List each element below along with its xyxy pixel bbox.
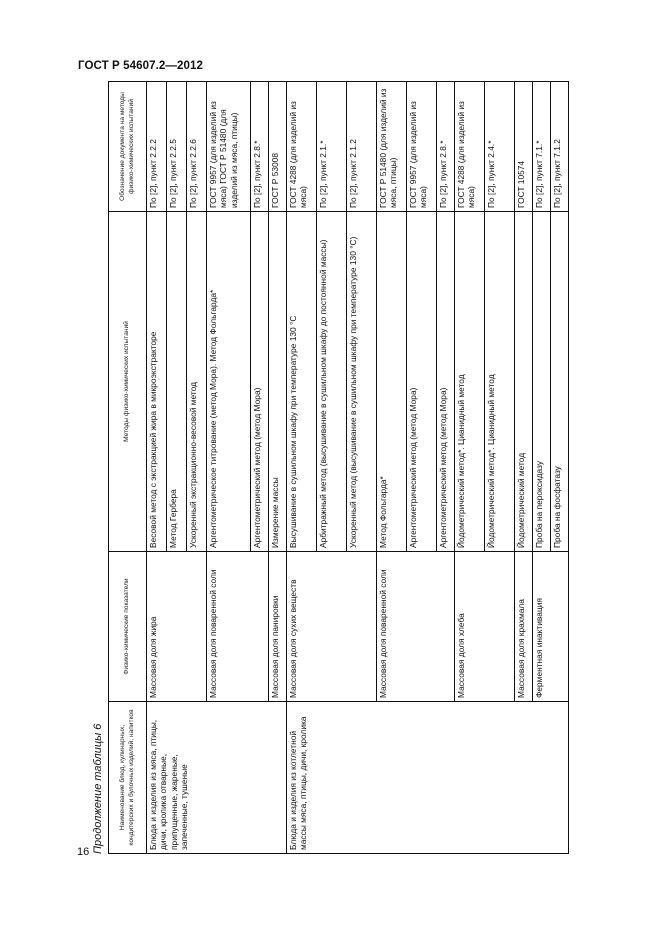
dish-cell: Блюда и изделия из мяса, птицы, дичи, кролика отварные, припущенные, жареные, запеченные, тушеные	[147, 702, 287, 854]
method-cell: Ускоренный метод (высушивание в сушильном шкафу при температуре 130 °С)	[347, 212, 377, 552]
rotated-table-region	[92, 82, 592, 854]
method-cell: Аргентометрический метод (метод Мора)	[251, 212, 269, 552]
document-header: ГОСТ Р 54607.2—2012	[78, 60, 203, 72]
indicator-cell: Массовая доля панировки	[269, 552, 287, 702]
page-number: 16	[77, 846, 90, 858]
doc-cell: ГОСТ 4288 (для изделий из мяса)	[287, 82, 317, 212]
doc-cell: ГОСТ 4288 (для изделий из мяса)	[455, 82, 485, 212]
doc-cell: ГОСТ 9957 (для изделий из мяса)	[407, 82, 437, 212]
table-caption: Продолжение таблицы 6	[92, 723, 104, 854]
header-method: Методы физико-химических испытаний	[109, 212, 147, 552]
doc-cell: По [2], пункт 2.8.*	[251, 82, 269, 212]
doc-cell: По [2], пункт 7.1.2	[551, 82, 569, 212]
method-cell: Высушивание в сушильном шкафу при температуре 130 °С	[287, 212, 317, 552]
methods-table	[108, 81, 569, 854]
indicator-cell: Массовая доля сухих веществ	[287, 552, 377, 702]
indicator-cell: Массовая доля поваренной соли	[377, 552, 455, 702]
doc-cell: По [2], пункт 2.8.*	[437, 82, 455, 212]
header-doc: Обозначение документа на методы физико-химических испытаний	[109, 82, 147, 212]
table-row	[147, 82, 167, 854]
doc-cell: ГОСТ 10574	[515, 82, 533, 212]
doc-cell: По [2], пункт 2.2.6	[187, 82, 207, 212]
doc-cell: По [2], пункт 7.1.*	[533, 82, 551, 212]
indicator-cell: Массовая доля крахмала	[515, 552, 533, 702]
header-dish: Наименование блюд, кулинарных, кондитерских и булочных изделий, напитков	[109, 702, 147, 854]
doc-cell: По [2], пункт 2.4.*	[485, 82, 515, 212]
indicator-cell: Массовая доля хлеба	[455, 552, 515, 702]
method-cell: Весовой метод с экстракцией жира в микроэкстракторе	[147, 212, 167, 552]
doc-cell: По [2], пункт 2.2.5	[167, 82, 187, 212]
header-indicator: Физико-химические показатели	[109, 552, 147, 702]
doc-cell: По [2], пункт 2.1.2	[347, 82, 377, 212]
method-cell: Аргентометрический метод (метод Мора)	[437, 212, 455, 552]
method-cell: Аргентометрическое титрование (метод Мора). Метод Фольгарда*	[207, 212, 251, 552]
method-cell: Метод Гербера	[167, 212, 187, 552]
table-header-row	[109, 82, 147, 854]
method-cell: Измерение массы	[269, 212, 287, 552]
method-cell: Йодометрический метод*. Цианидный метод	[485, 212, 515, 552]
method-cell: Метод Фольгарда*	[377, 212, 407, 552]
dish-cell: Блюда и изделия из котлетной массы мяса, птицы, дичи, кролика	[287, 702, 569, 854]
indicator-cell: Ферментная инактивация	[533, 552, 569, 702]
method-cell: Проба на пероксидазу	[533, 212, 551, 552]
indicator-cell: Массовая доля поваренной соли	[207, 552, 269, 702]
method-cell: Арбитражный метод (высушивание в сушильном шкафу до постоянной массы)	[317, 212, 347, 552]
method-cell: Аргентометрический метод (метод Мора)	[407, 212, 437, 552]
table-row	[287, 82, 317, 854]
doc-cell: ГОСТ Р 53008	[269, 82, 287, 212]
doc-cell: ГОСТ 9957 (для изделий из мяса) ГОСТ Р 51480 (для изделий из мяса, птицы)	[207, 82, 251, 212]
doc-cell: По [2], пункт 2.2.2	[147, 82, 167, 212]
indicator-cell: Массовая доля жира	[147, 552, 207, 702]
method-cell: Йодометрический метод*. Цианидный метод	[455, 212, 485, 552]
doc-cell: ГОСТ Р 51480 (для изделий из мяса, птицы)	[377, 82, 407, 212]
method-cell: Йодометрический метод	[515, 212, 533, 552]
method-cell: Проба на фосфатазу	[551, 212, 569, 552]
doc-cell: По [2], пункт 2.1.*	[317, 82, 347, 212]
method-cell: Ускоренный экстракционно-весовой метод	[187, 212, 207, 552]
